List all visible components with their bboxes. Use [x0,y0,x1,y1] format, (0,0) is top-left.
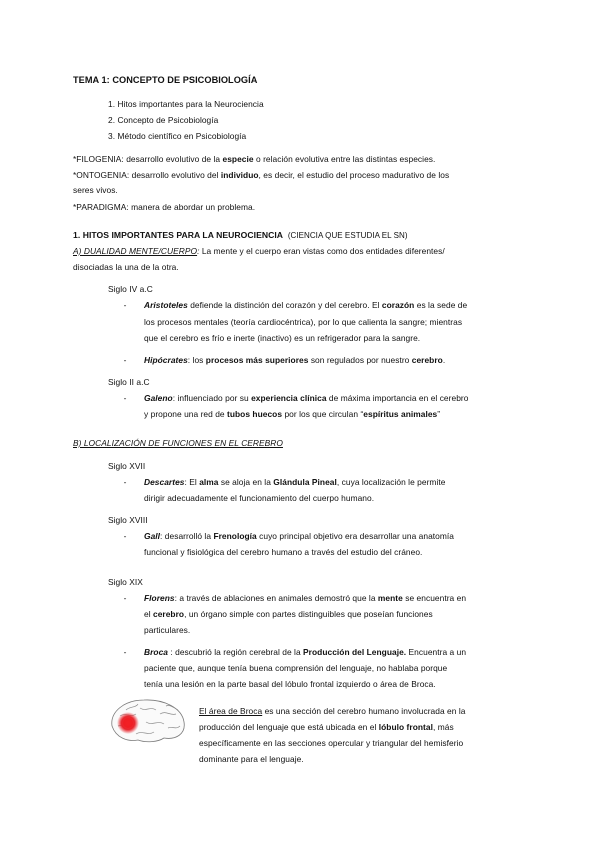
broca-area-link-text: El área de Broca [199,706,263,716]
entry-aristoteles-line2: los procesos mentales (teoría cardiocéntrica), por lo que calienta la sangre; mientras [144,317,463,327]
toc-item: 1. Hitos importantes para la Neurociencia [108,99,264,109]
bullet-dash: - [123,393,127,403]
bullet-dash: - [123,647,127,657]
entry-text: es una sección del cerebro humano involucrada en la [262,706,466,716]
entry-term: cerebro [153,609,185,619]
entry-text: es la sede de [414,300,468,310]
definition-filogenia [73,154,435,164]
definition-term: individuo [220,170,259,180]
person-name: Florens [144,593,175,603]
entry-text: defiende la distinción del corazón y del cerebro. El [187,300,382,310]
subsection-heading: A) DUALIDAD MENTE/CUERPO [73,246,198,256]
entry-aristoteles-line3: que el cerebro es frío e inerte (inactivo) es un refrigerador para la sangre. [144,333,421,343]
entry-text: cuyo principal objetivo era desarrollar una anatomía [256,531,454,541]
entry-text: se encuentra en [402,593,467,603]
entry-term: tubos huecos [227,409,283,419]
bullet-dash: - [123,300,127,310]
entry-text: : descubrió la región cerebral de la [168,647,304,657]
broca-area-desc-line4: dominante para el lenguaje. [199,754,304,764]
century-label: Siglo IV a.C [108,284,153,294]
broca-area-desc-line3: específicamente en las secciones opercular y triangular del hemisferio [199,738,464,748]
entry-galeno [144,393,468,403]
entry-text: , cuya localización le permite [336,477,446,487]
entry-text: de máxima importancia en el cerebro [326,393,469,403]
century-label: Siglo II a.C [108,377,150,387]
entry-text: : influenciado por su [172,393,252,403]
entry-descartes [144,477,445,487]
page-title: TEMA 1: CONCEPTO DE PSICOBIOLOGÍA [73,75,258,85]
section-heading-text: 1. HITOS IMPORTANTES PARA LA NEUROCIENCIA [73,230,284,240]
bullet-dash: - [123,531,127,541]
definition-paradigma: *PARADIGMA: manera de abordar un problema. [73,202,256,212]
entry-broca [144,647,466,657]
bullet-dash: - [123,477,127,487]
toc-item: 3. Método científico en Psicobiología [108,131,247,141]
entry-text: producción del lenguaje que está ubicada en el [199,722,379,732]
bullet-dash: - [123,355,127,365]
entry-broca-line3: tenía una lesión en la parte basal del lóbulo frontal izquierdo o área de Broca. [144,679,436,689]
entry-text: : El [184,477,200,487]
entry-florens-line2 [144,609,433,619]
entry-florens-line3: particulares. [144,625,191,635]
toc-item: 2. Concepto de Psicobiología [108,115,219,125]
entry-text: : desarrolló la [160,531,214,541]
century-label: Siglo XVIII [108,515,148,525]
entry-term: espíritus animales [363,409,438,419]
person-name: Descartes [144,477,185,487]
entry-term: cerebro [411,355,443,365]
entry-term: mente [377,593,403,603]
brain-broca-area-image [106,696,188,746]
entry-hipocrates [144,355,445,365]
entry-text: se aloja en la [218,477,274,487]
entry-descartes-line2: dirigir adecuadamente el funcionamiento del cuerpo humano. [144,493,375,503]
definition-term: especie [222,154,254,164]
subsection-a: A) DUALIDAD MENTE/CUERPO: La mente y el cuerpo eran vistas como dos entidades diferentes/ [73,246,445,256]
entry-term: Producción del Lenguaje. [303,647,407,657]
broca-area-desc-line1 [199,706,465,716]
entry-term: Glándula Pineal [273,477,337,487]
definition-text: *ONTOGENIA: desarrollo evolutivo del [73,170,221,180]
person-name: Gall [144,531,161,541]
entry-text: , un órgano simple con partes distinguibles que poseían funciones [184,609,433,619]
definition-ontogenia-cont: seres vivos. [73,185,118,195]
person-name: Galeno [144,393,173,403]
entry-text: : los [187,355,206,365]
century-label: Siglo XVII [108,461,146,471]
subsection-b-heading: B) LOCALIZACIÓN DE FUNCIONES EN EL CEREBRO [73,438,283,448]
entry-gall-line2: funcional y fisiológica del cerebro humano a través del estudio del cráneo. [144,547,423,557]
entry-florens [144,593,466,603]
section-heading-note: (CIENCIA QUE ESTUDIA EL SN) [287,231,408,240]
person-name: Aristoteles [144,300,188,310]
entry-galeno-line2 [144,409,440,419]
entry-aristoteles [144,300,467,310]
subsection-text: La mente y el cuerpo eran vistas como dos entidades diferentes/ [199,246,445,256]
definition-text: , es decir, el estudio del proceso madurativo de los [258,170,450,180]
entry-text: , más [432,722,454,732]
entry-text: son regulados por nuestro [308,355,412,365]
entry-text: . [442,355,446,365]
person-name: Hipócrates [144,355,188,365]
entry-term: alma [199,477,219,487]
person-name: Broca [144,647,168,657]
entry-term: corazón [381,300,415,310]
entry-term: lóbulo frontal [378,722,433,732]
section-heading [73,230,408,241]
broca-area-desc-line2 [199,722,454,732]
entry-text: : a través de ablaciones en animales demostró que la [174,593,378,603]
entry-gall [144,531,454,541]
entry-text: y propone una red de [144,409,228,419]
definition-ontogenia [73,170,449,180]
definition-text: o relación evolutiva entre las distintas especies. [253,154,436,164]
entry-term: Frenología [213,531,257,541]
entry-term: procesos más superiores [205,355,309,365]
century-label: Siglo XIX [108,577,143,587]
entry-text: ” [437,409,441,419]
entry-term: experiencia clínica [251,393,327,403]
bullet-dash: - [123,593,127,603]
definition-text: *FILOGENIA: desarrollo evolutivo de la [73,154,223,164]
entry-text: Encuentra a un [406,647,467,657]
entry-text: el [144,609,153,619]
subsection-a-cont: disociadas la una de la otra. [73,262,179,272]
entry-text: por los que circulan “ [282,409,364,419]
entry-broca-line2: paciente que, aunque tenía buena comprensión del lenguaje, no hablaba porque [144,663,448,673]
